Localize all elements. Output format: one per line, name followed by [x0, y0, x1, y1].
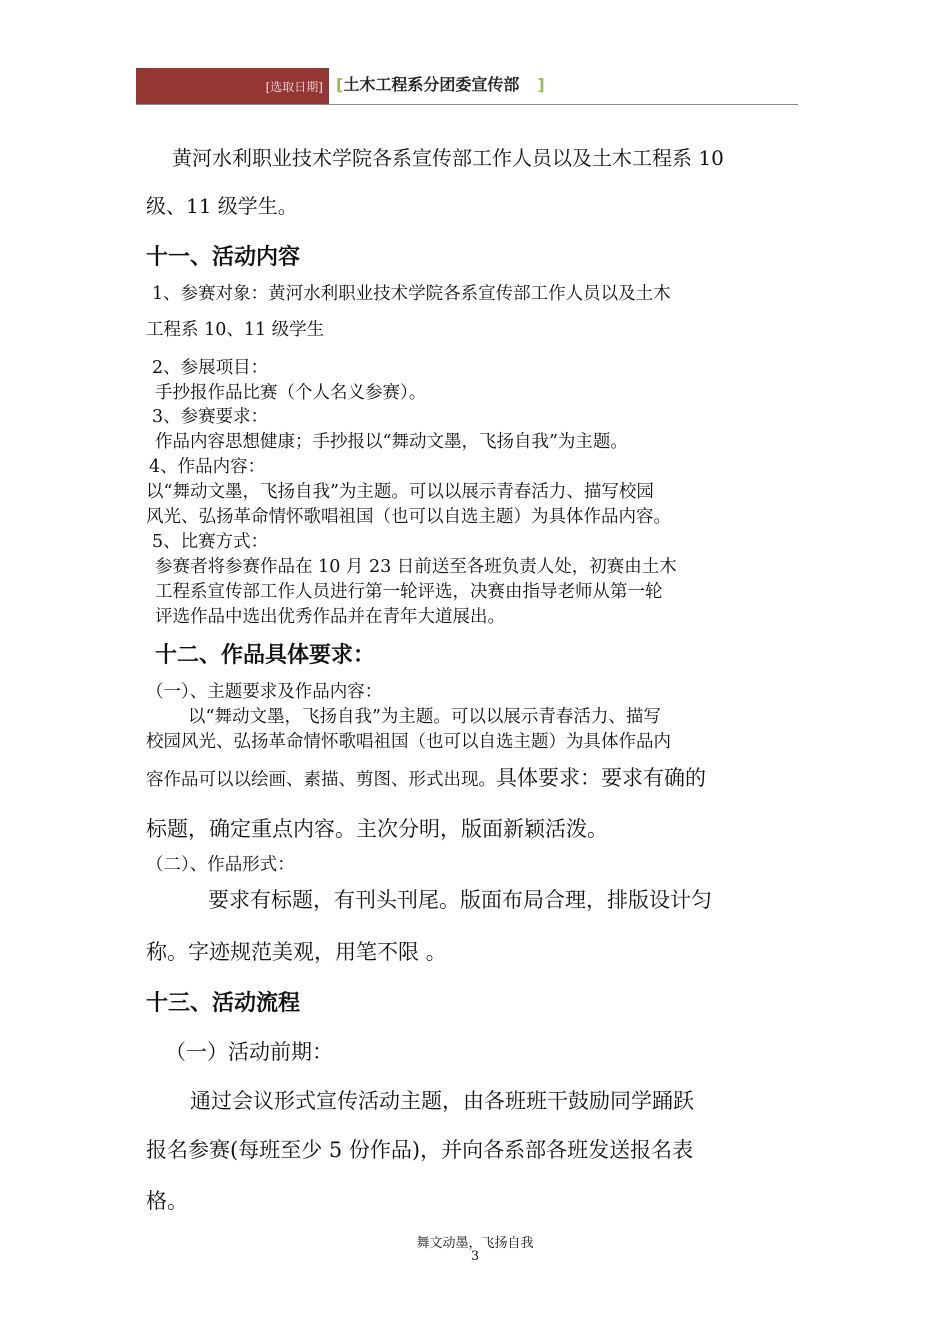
s12-sub2-label: （二）、作品形式： — [146, 855, 295, 875]
s12-sub1-line2: 校园风光、弘扬革命情怀歌唱祖国（也可以自选主题）为具体作品内 — [146, 732, 671, 752]
bracket-open: [ — [336, 75, 344, 94]
s11-item5-line2: 工程系宣传部工作人员进行第一轮评选，决赛由指导老师从第一轮 — [155, 582, 663, 602]
header-rule — [136, 104, 798, 105]
header-date-placeholder — [136, 68, 329, 104]
s12-sub2-line1: 要求有标题，有刊头刊尾。版面布局合理，排版设计匀 — [208, 888, 712, 912]
bracket-close: ] — [537, 75, 545, 94]
date-placeholder-text: [选取日期] — [265, 79, 323, 94]
s12-sub1-line3b: 具体要求：要求有确的 — [496, 766, 706, 790]
s11-item3-text: 作品内容思想健康；手抄报以“舞动文墨，飞扬自我”为主题。 — [155, 432, 628, 452]
s11-item3-label: 3、参赛要求： — [152, 407, 269, 427]
intro-line-1: 黄河水利职业技术学院各系宣传部工作人员以及土木工程系 10 — [172, 146, 724, 170]
header-title-text: 土木工程系分团委宣传部 — [343, 75, 520, 94]
s11-item4-label: 4、作品内容： — [149, 457, 266, 477]
s12-sub1-line3 — [146, 762, 706, 792]
s12-sub1-label: （一）、主题要求及作品内容： — [146, 682, 383, 702]
section-12-heading: 十二、作品具体要求： — [155, 642, 376, 668]
s11-item5-label: 5、比赛方式： — [152, 532, 269, 552]
intro-line-2: 级、11 级学生。 — [146, 194, 298, 218]
s11-item4-line1: 以“舞动文墨，飞扬自我”为主题。可以以展示青春活力、描写校园 — [146, 482, 654, 502]
s11-item1-line1: 1、参赛对象：黄河水利职业技术学院各系宣传部工作人员以及土木 — [152, 284, 671, 304]
s12-sub1-line1: 以“舞动文墨，飞扬自我”为主题。可以以展示青春活力、描写 — [188, 707, 661, 727]
s11-item5-line1: 参赛者将参赛作品在 10 月 23 日前送至各班负责人处，初赛由土木 — [155, 557, 677, 577]
section-13-heading: 十三、活动流程 — [146, 990, 301, 1016]
s11-item4-line2: 风光、弘扬革命情怀歌唱祖国（也可以自选主题）为具体作品内容。 — [146, 507, 671, 527]
footer-slogan: 舞文动墨，飞扬自我 — [416, 1236, 534, 1251]
section-11-heading: 十一、活动内容 — [146, 244, 301, 270]
s12-sub1-line3a: 容作品可以以绘画、素描、剪图、形式出现。 — [146, 770, 496, 790]
s11-item5-line3: 评选作品中选出优秀作品并在青年大道展出。 — [155, 607, 505, 627]
s11-item1-line2: 工程系 10、11 级学生 — [146, 320, 325, 340]
s11-item2-label: 2、参展项目： — [152, 358, 269, 378]
header-title — [336, 72, 545, 95]
s13-p1-line3: 格。 — [146, 1189, 188, 1213]
s13-p1-line2: 报名参赛(每班至少 5 份作品)，并向各系部各班发送报名表 — [146, 1138, 694, 1162]
s13-p1-line1: 通过会议形式宣传活动主题，由各班班干鼓励同学踊跃 — [190, 1089, 694, 1113]
s11-item2-text: 手抄报作品比赛（个人名义参赛）。 — [155, 383, 427, 403]
footer-page-number: 3 — [470, 1249, 480, 1264]
s13-sub1-label: （一）活动前期： — [165, 1040, 333, 1064]
s12-sub1-line4: 标题，确定重点内容。主次分明，版面新颖活泼。 — [146, 817, 608, 841]
s12-sub2-line2: 称。字迹规范美观，用笔不限 。 — [146, 940, 447, 964]
